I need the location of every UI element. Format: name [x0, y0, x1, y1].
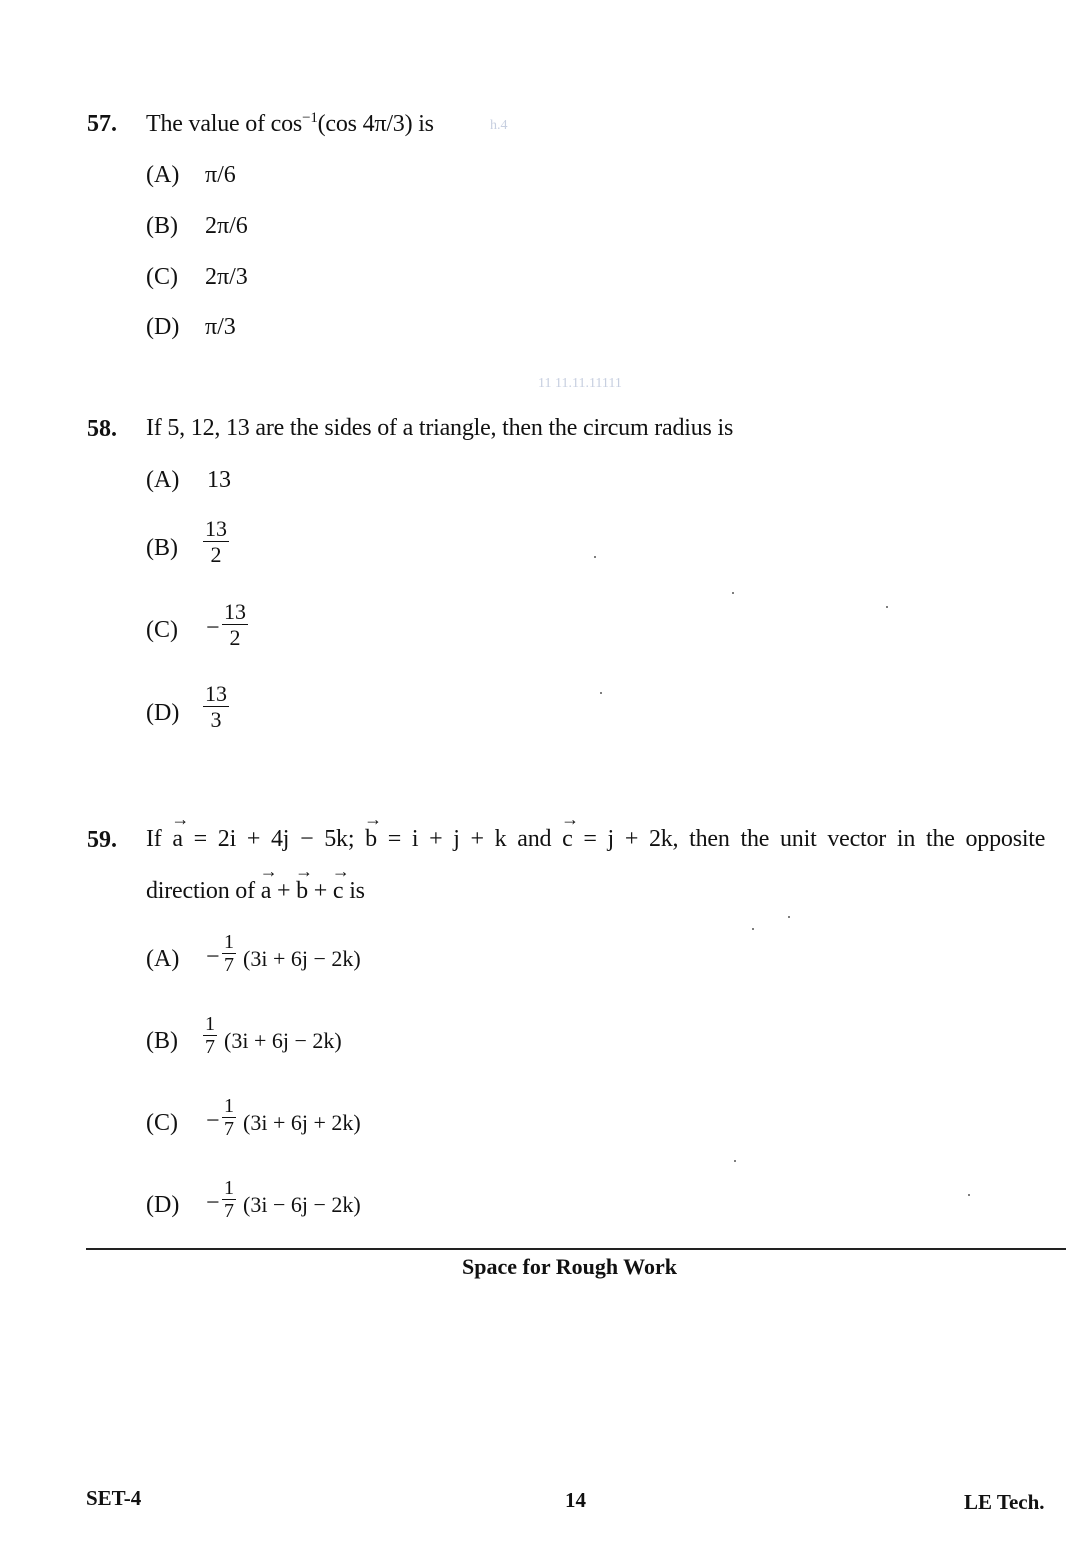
q57-option-c-text: 2π/3 — [205, 264, 248, 290]
q59-option-b-label: (B) — [146, 1028, 178, 1054]
faint-mark-2: 11 11.11.11111 — [538, 376, 622, 391]
q59-option-d-fraction — [222, 1177, 236, 1222]
q59-option-d-expression: (3i − 6j − 2k) — [243, 1192, 361, 1217]
q59-a-sign: − — [206, 944, 220, 970]
question-59-number: 59. — [87, 827, 117, 853]
q57-option-c-label: (C) — [146, 264, 178, 290]
q59-b-numerator: 1 — [205, 1013, 215, 1035]
q58-b-numerator: 13 — [205, 516, 227, 541]
q59-plus-1: + — [276, 878, 291, 904]
scan-speck — [752, 928, 754, 930]
vector-b: → b — [365, 826, 377, 853]
scan-speck — [732, 592, 734, 594]
q59-c-denominator: 7 — [224, 1118, 234, 1140]
scan-speck — [968, 1194, 970, 1196]
footer-page-number: 14 — [565, 1488, 586, 1512]
vector-c: → c — [562, 826, 572, 853]
q58-d-denominator: 3 — [210, 707, 222, 732]
q59-option-c-expression: (3i + 6j + 2k) — [243, 1110, 361, 1135]
q57-option-b-label: (B) — [146, 213, 178, 239]
q57-text-after: (cos 4π/3) is — [317, 111, 434, 137]
scan-speck — [600, 692, 602, 694]
q57-option-a-label: (A) — [146, 162, 180, 188]
q58-option-d-fraction — [203, 682, 229, 733]
rough-work-divider — [86, 1248, 1066, 1250]
q57-option-b-text: 2π/6 — [205, 213, 248, 239]
footer-course: LE Tech. — [964, 1490, 1045, 1514]
q59-direction-prefix: direction of — [146, 878, 255, 904]
q58-option-c-fraction — [222, 600, 248, 651]
q58-option-c-label: (C) — [146, 617, 178, 643]
q59-c-numerator: 1 — [224, 1095, 234, 1117]
q58-c-sign: − — [206, 615, 220, 641]
q58-d-numerator: 13 — [205, 681, 227, 706]
question-59-line-1 — [146, 826, 1045, 853]
scan-speck — [788, 916, 790, 918]
q59-if: If — [146, 826, 162, 852]
q59-d-numerator: 1 — [224, 1177, 234, 1199]
question-57-number: 57. — [87, 111, 117, 137]
q59-option-c-fraction — [222, 1095, 236, 1140]
q59-d-denominator: 7 — [224, 1200, 234, 1222]
footer-set-code: SET-4 — [86, 1486, 142, 1510]
q58-c-numerator: 13 — [224, 599, 246, 624]
vector-a-2: → a — [261, 878, 271, 905]
q59-option-c-label: (C) — [146, 1110, 178, 1136]
q59-a-expression: = 2i + 4j − 5k; — [193, 826, 355, 852]
q59-b-denominator: 7 — [205, 1036, 215, 1058]
q57-option-d-label: (D) — [146, 314, 180, 340]
question-57-text — [146, 110, 434, 138]
q58-option-a-text: 13 — [207, 467, 231, 493]
q58-option-d-label: (D) — [146, 700, 180, 726]
scan-speck — [734, 1160, 736, 1162]
q59-plus-2: + — [313, 878, 328, 904]
q59-option-a-fraction — [222, 931, 236, 976]
faint-mark-1: h.4 — [490, 118, 508, 133]
q59-a-numerator: 1 — [224, 931, 234, 953]
rough-work-heading: Space for Rough Work — [462, 1254, 677, 1279]
q57-text-main: The value of cos — [146, 111, 303, 137]
question-58-text: If 5, 12, 13 are the sides of a triangle, then the circum radius is — [146, 415, 734, 441]
q59-c-sign: − — [206, 1108, 220, 1134]
question-58-number: 58. — [87, 416, 117, 442]
q59-option-b-fraction — [203, 1013, 217, 1058]
q58-b-denominator: 2 — [210, 542, 222, 567]
q57-option-a-text: π/6 — [205, 162, 236, 188]
q57-option-d-text: π/3 — [205, 314, 236, 340]
q59-c-expression: = j + 2k, then the unit vector in the opposite — [583, 826, 1046, 852]
vector-a: → a — [172, 826, 182, 853]
q59-d-sign: − — [206, 1190, 220, 1216]
q59-direction-suffix: is — [349, 878, 365, 904]
q58-c-denominator: 2 — [229, 625, 241, 650]
q59-a-denominator: 7 — [224, 954, 234, 976]
q59-option-a-expression: (3i + 6j − 2k) — [243, 946, 361, 971]
vector-b-2: → b — [296, 878, 308, 905]
q58-option-a-label: (A) — [146, 467, 180, 493]
q59-option-a-label: (A) — [146, 946, 180, 972]
q59-option-b-expression: (3i + 6j − 2k) — [224, 1028, 342, 1053]
scan-speck — [594, 556, 596, 558]
q59-option-d-label: (D) — [146, 1192, 180, 1218]
scan-speck — [886, 606, 888, 608]
q58-option-b-fraction — [203, 517, 229, 568]
q58-option-b-label: (B) — [146, 535, 178, 561]
q59-b-expression: = i + j + k and — [387, 826, 552, 852]
question-59-line-2 — [146, 878, 365, 905]
q57-superscript: −1 — [302, 110, 318, 126]
vector-c-2: → c — [333, 878, 343, 905]
